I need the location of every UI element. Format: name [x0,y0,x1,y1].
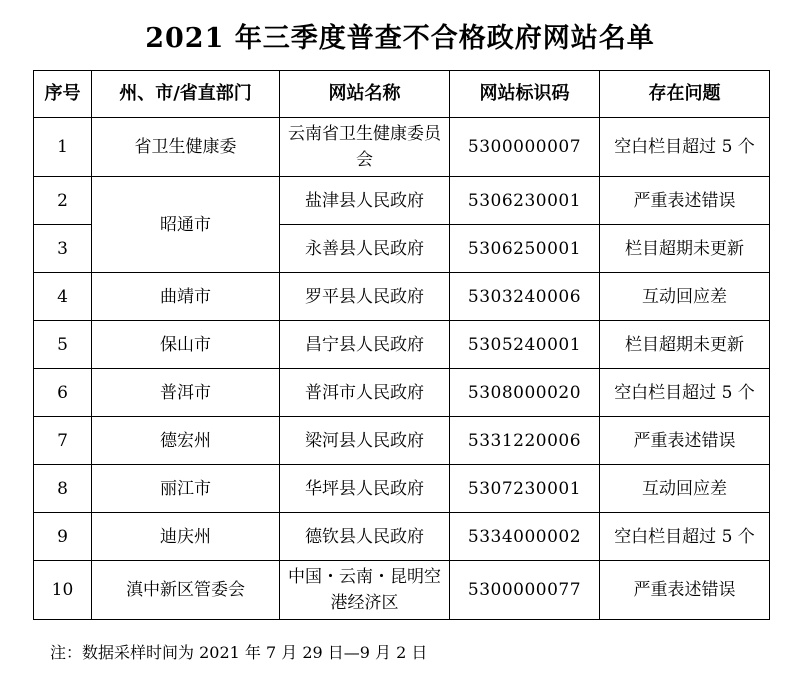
cell-site-name: 罗平县人民政府 [280,273,450,321]
cell-site-code: 5306230001 [450,177,600,225]
cell-site-name: 普洱市人民政府 [280,369,450,417]
cell-site-code: 5334000002 [450,513,600,561]
cell-city: 普洱市 [92,369,280,417]
cell-issue: 严重表述错误 [600,417,770,465]
cell-site-name: 盐津县人民政府 [280,177,450,225]
header-index: 序号 [34,71,92,118]
cell-site-code: 5308000020 [450,369,600,417]
cell-city: 丽江市 [92,465,280,513]
cell-site-name: 德钦县人民政府 [280,513,450,561]
cell-index: 10 [34,561,92,620]
cell-index: 8 [34,465,92,513]
table-header-row [34,71,770,118]
cell-site-code: 5305240001 [450,321,600,369]
cell-city: 昭通市 [92,177,280,273]
cell-site-name: 中国・云南・昆明空港经济区 [280,561,450,620]
table-row [34,321,770,369]
cell-site-code: 5300000007 [450,118,600,177]
cell-city: 迪庆州 [92,513,280,561]
header-city: 州、市/省直部门 [92,71,280,118]
cell-site-code: 5303240006 [450,273,600,321]
cell-issue: 空白栏目超过 5 个 [600,513,770,561]
cell-issue: 空白栏目超过 5 个 [600,369,770,417]
page-title: 2021 年三季度普查不合格政府网站名单 [145,23,655,54]
cell-site-name: 云南省卫生健康委员会 [280,118,450,177]
table-row [34,561,770,620]
noncompliant-sites-table [33,70,770,620]
cell-site-name: 华坪县人民政府 [280,465,450,513]
cell-index: 9 [34,513,92,561]
cell-site-code: 5306250001 [450,225,600,273]
cell-issue: 严重表述错误 [600,177,770,225]
table-row [34,273,770,321]
cell-site-code: 5307230001 [450,465,600,513]
table-row [34,465,770,513]
cell-index: 1 [34,118,92,177]
cell-index: 2 [34,177,92,225]
cell-index: 5 [34,321,92,369]
table-row [34,118,770,177]
cell-city: 曲靖市 [92,273,280,321]
cell-site-code: 5300000077 [450,561,600,620]
table-row [34,369,770,417]
sampling-note: 注：数据采样时间为 2021 年 7 月 29 日—9 月 2 日 [50,643,428,662]
cell-issue: 空白栏目超过 5 个 [600,118,770,177]
cell-index: 6 [34,369,92,417]
cell-site-name: 梁河县人民政府 [280,417,450,465]
cell-city: 滇中新区管委会 [92,561,280,620]
cell-city: 保山市 [92,321,280,369]
table-row [34,177,770,225]
cell-site-code: 5331220006 [450,417,600,465]
cell-index: 7 [34,417,92,465]
cell-issue: 互动回应差 [600,465,770,513]
cell-issue: 严重表述错误 [600,561,770,620]
header-site-code: 网站标识码 [450,71,600,118]
cell-site-name: 昌宁县人民政府 [280,321,450,369]
table-row [34,417,770,465]
cell-issue: 栏目超期未更新 [600,321,770,369]
header-issue: 存在问题 [600,71,770,118]
cell-index: 4 [34,273,92,321]
table-row [34,513,770,561]
header-site-name: 网站名称 [280,71,450,118]
cell-site-name: 永善县人民政府 [280,225,450,273]
cell-city: 德宏州 [92,417,280,465]
cell-issue: 栏目超期未更新 [600,225,770,273]
cell-city: 省卫生健康委 [92,118,280,177]
cell-issue: 互动回应差 [600,273,770,321]
cell-index: 3 [34,225,92,273]
